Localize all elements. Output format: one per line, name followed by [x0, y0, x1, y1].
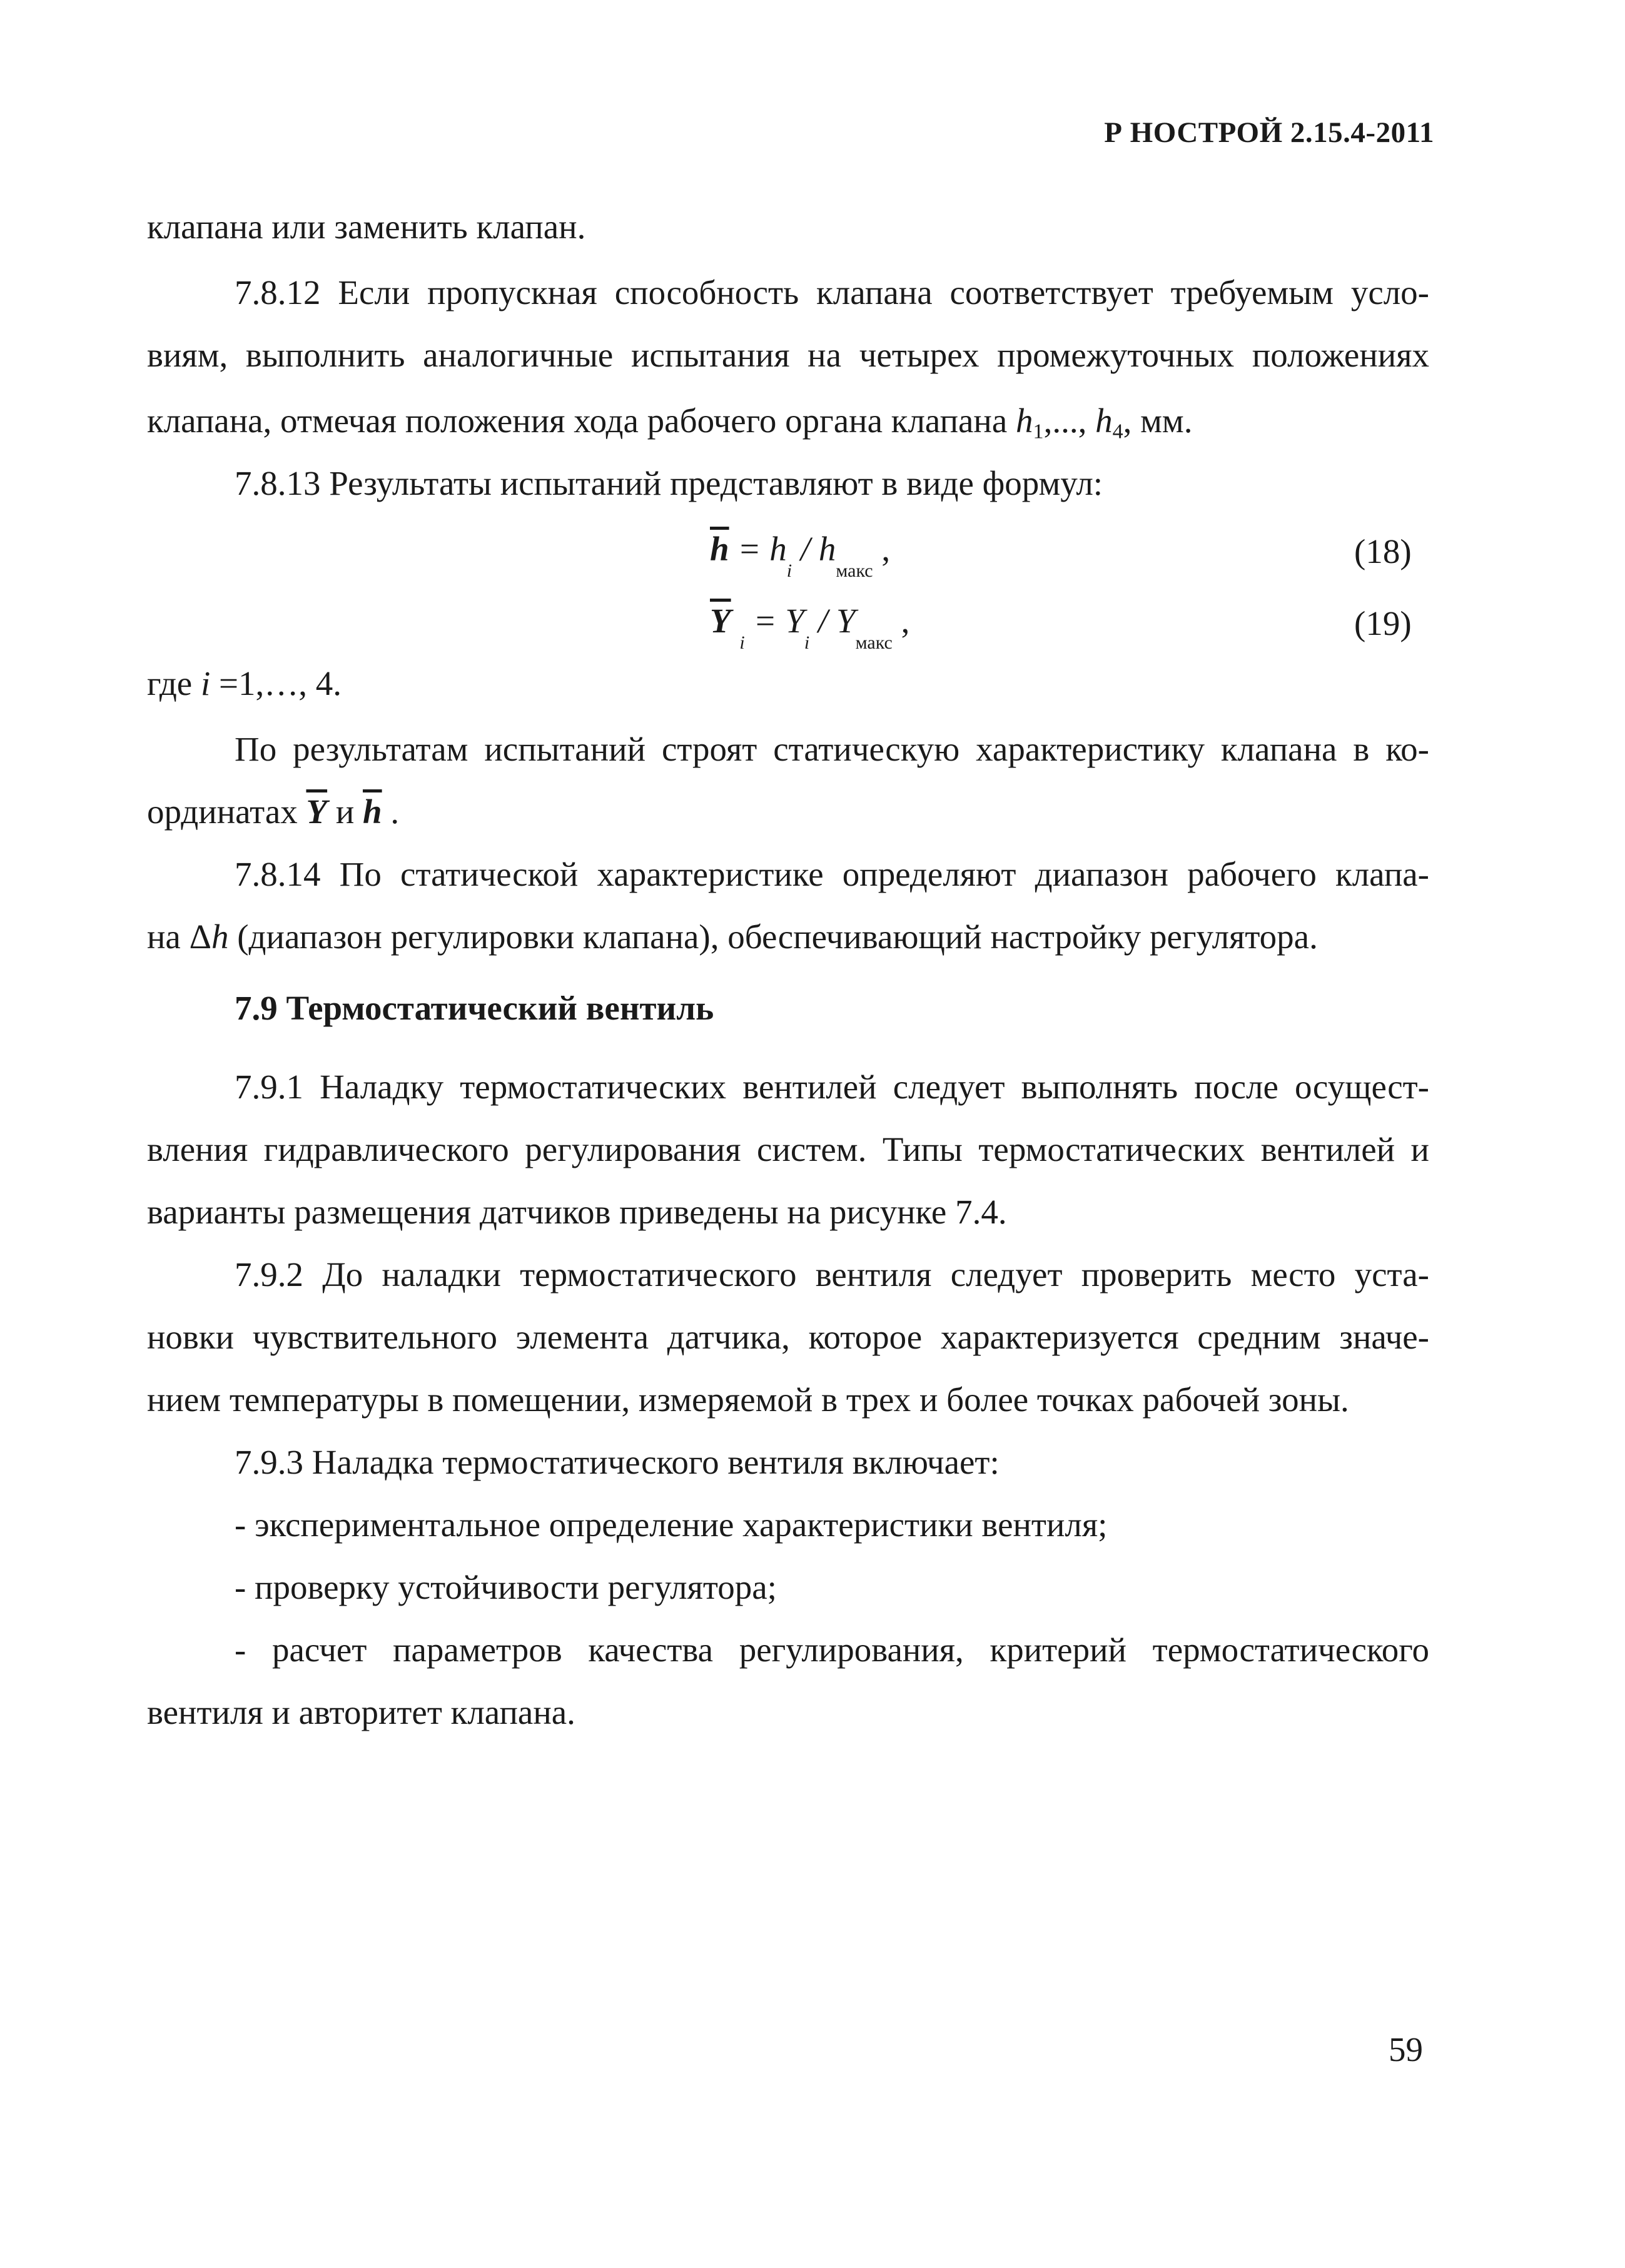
subscript: i	[739, 632, 745, 653]
y-bar-symbol: $\overline{Y}$	[306, 792, 328, 831]
text-run: на Δ	[147, 918, 211, 956]
text-line: 7.8.12 Если пропускная способность клапана соответствует требуемым усло-	[235, 273, 1429, 311]
text-line: виям, выполнить аналогичные испытания на четырех промежуточных положениях	[147, 336, 1429, 374]
text-run: .	[382, 792, 400, 831]
h-bar-symbol: $\overline{h}$	[710, 530, 729, 568]
text-line: 7.8.14 По статической характеристике определяют диапазон рабочего клапа-	[235, 855, 1429, 893]
subscript: макс	[836, 560, 873, 581]
text-line: варианты размещения датчиков приведены на рисунке 7.4.	[147, 1193, 1007, 1231]
text-run: ,...,	[1043, 402, 1096, 440]
text-line	[147, 400, 1192, 442]
list-item: - расчет параметров качества регулирования, критерий термостатического	[235, 1631, 1429, 1669]
subscript: макс	[855, 632, 893, 653]
text-line: По результатам испытаний строят статическую характеристику клапана в ко-	[235, 730, 1429, 768]
subscript: 1	[1033, 420, 1044, 443]
subscript: i	[804, 632, 810, 653]
var-h: h	[1095, 402, 1113, 440]
text-line: вентиля и авторитет клапана.	[147, 1693, 575, 1731]
h-bar-symbol: $\overline{h}$	[363, 792, 382, 831]
formula-18	[710, 530, 891, 581]
text-line	[147, 663, 342, 704]
text-line: нием температуры в помещении, измеряемой в трех и более точках рабочей зоны.	[147, 1380, 1349, 1419]
text-line: 7.9.1 Наладку термостатических вентилей следует выполнять после осущест-	[235, 1068, 1429, 1106]
text-line: вления гидравлического регулирования систем. Типы термостатических вентилей и	[147, 1130, 1429, 1168]
text-line	[147, 791, 399, 833]
text-line: 7.8.13 Результаты испытаний представляют в виде формул:	[235, 464, 1103, 502]
formula-part: ,	[873, 530, 891, 568]
text-run: и	[327, 792, 363, 831]
page-number: 59	[1389, 2030, 1423, 2068]
text-line: новки чувствительного элемента датчика, которое характеризуется средним значе-	[147, 1318, 1429, 1356]
text-run: ординатах	[147, 792, 306, 831]
subscript: i	[786, 560, 792, 581]
formula-19	[710, 602, 910, 653]
var-i: i	[200, 664, 211, 702]
list-item: - экспериментальное определение характеристики вентиля;	[235, 1506, 1108, 1544]
text-run: =1,…, 4.	[210, 664, 342, 702]
document-code-header: Р НОСТРОЙ 2.15.4-2011	[1104, 116, 1434, 149]
list-item: - проверку устойчивости регулятора;	[235, 1568, 777, 1606]
text-line: 7.9.2 До наладки термостатического вентиля следует проверить место уста-	[235, 1255, 1429, 1293]
formula-part: / Y	[809, 602, 856, 640]
text-run: где	[147, 664, 201, 702]
subscript: 4	[1112, 420, 1123, 443]
text-run: (диапазон регулировки клапана), обеспечивающий настройку регулятора.	[228, 918, 1318, 956]
section-heading: 7.9 Термостатический вентиль	[235, 989, 714, 1027]
y-bar-symbol: $\overline{Y}$	[710, 602, 731, 640]
formula-part: / h	[792, 530, 836, 568]
formula-part: ,	[892, 602, 910, 640]
var-h: h	[1016, 402, 1033, 440]
formula-part: = Y	[744, 602, 804, 640]
formula-part: = h	[729, 530, 787, 568]
text-line: клапана или заменить клапан.	[147, 208, 586, 246]
text-line	[147, 916, 1318, 958]
text-run: клапана, отмечая положения хода рабочего органа клапана	[147, 402, 1016, 440]
text-run: , мм.	[1123, 402, 1193, 440]
equation-number-19: (19)	[1354, 604, 1412, 642]
var-h: h	[211, 918, 229, 956]
equation-number-18: (18)	[1354, 532, 1412, 570]
text-line: 7.9.3 Наладка термостатического вентиля включает:	[235, 1443, 1000, 1481]
